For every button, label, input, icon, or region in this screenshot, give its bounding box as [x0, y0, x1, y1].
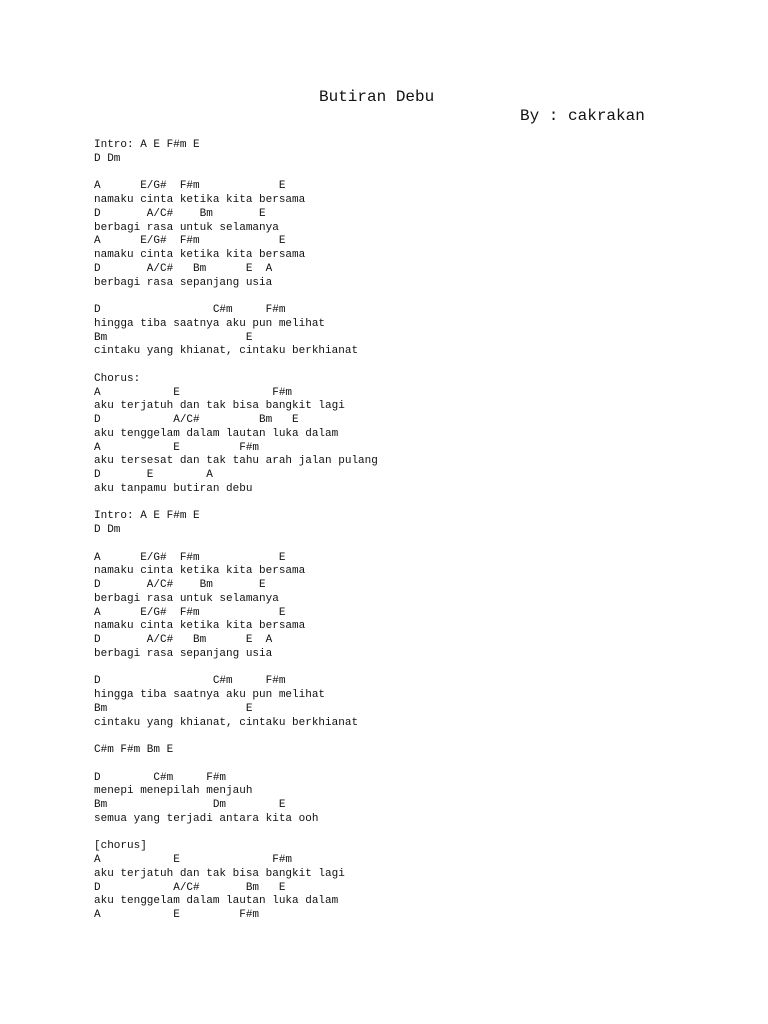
sheet-line: D E A: [94, 469, 213, 481]
sheet-line: aku tersesat dan tak tahu arah jalan pulang: [94, 455, 378, 468]
sheet-line: A E/G# F#m E: [94, 235, 286, 248]
sheet-line: [94, 497, 378, 511]
sheet-line: menepi menepilah menjauh: [94, 785, 253, 798]
sheet-line: hingga tiba saatnya aku pun melihat: [94, 689, 326, 701]
sheet-line: Bm E: [94, 702, 253, 715]
sheet-line: aku terjatuh dan tak bisa bangkit lagi: [94, 867, 345, 880]
sheet-line: berbagi rasa untuk selamanya: [94, 592, 279, 605]
sheet-line: [94, 359, 378, 373]
sheet-line: D C#m F#m: [94, 675, 286, 688]
sheet-line: namaku cinta ketika kita bersama: [94, 620, 306, 633]
sheet-line: aku tenggelam dalam lautan luka dalam: [94, 895, 339, 908]
sheet-line: D A/C# Bm E: [94, 579, 266, 591]
sheet-line: cintaku yang khianat, cintaku berkhianat: [94, 716, 359, 729]
sheet-line: namaku cinta ketika kita bersama: [94, 565, 306, 578]
sheet-line: Bm E: [94, 331, 253, 344]
sheet-line: Intro: A E F#m E: [94, 510, 200, 523]
sheet-line: A E/G# F#m E: [94, 180, 286, 193]
sheet-line: [94, 290, 378, 304]
sheet-line: [94, 167, 378, 181]
sheet-line: namaku cinta ketika kita bersama: [94, 249, 306, 261]
song-author: By : cakrakan: [520, 107, 645, 125]
sheet-line: [chorus]: [94, 840, 147, 853]
sheet-line: D C#m F#m: [94, 771, 227, 784]
sheet-line: [94, 538, 378, 552]
sheet-line: cintaku yang khianat, cintaku berkhianat: [94, 345, 359, 358]
sheet-line: D A/C# Bm E: [94, 414, 299, 426]
sheet-line: A E F#m: [94, 386, 293, 399]
sheet-line: D A/C# Bm E A: [94, 262, 273, 275]
sheet-line: A E/G# F#m E: [94, 551, 286, 564]
sheet-line: [94, 758, 378, 772]
sheet-line: aku terjatuh dan tak bisa bangkit lagi: [94, 400, 345, 413]
sheet-line: namaku cinta ketika kita bersama: [94, 194, 306, 206]
sheet-line: A E F#m: [94, 909, 260, 921]
sheet-line: aku tenggelam dalam lautan luka dalam: [94, 427, 339, 440]
sheet-line: D C#m F#m: [94, 304, 286, 316]
sheet-line: berbagi rasa sepanjang usia: [94, 647, 273, 660]
sheet-line: berbagi rasa untuk selamanya: [94, 221, 279, 234]
sheet-line: Intro: A E F#m E: [94, 139, 200, 151]
chord-sheet: [94, 139, 378, 923]
sheet-line: Bm Dm E: [94, 799, 286, 811]
sheet-line: [94, 827, 378, 841]
sheet-line: C#m F#m Bm E: [94, 744, 174, 756]
sheet-line: Chorus:: [94, 372, 141, 385]
sheet-line: aku tanpamu butiran debu: [94, 482, 253, 495]
sheet-line: D A/C# Bm E: [94, 207, 266, 220]
sheet-line: A E/G# F#m E: [94, 606, 286, 619]
sheet-line: A E F#m: [94, 854, 293, 866]
sheet-line: [94, 662, 378, 676]
sheet-line: A E F#m: [94, 441, 260, 454]
sheet-line: [94, 730, 378, 744]
sheet-line: D A/C# Bm E: [94, 881, 286, 894]
sheet-line: berbagi rasa sepanjang usia: [94, 276, 273, 289]
song-title: Butiran Debu: [319, 88, 435, 106]
sheet-line: D Dm: [94, 524, 121, 536]
sheet-line: semua yang terjadi antara kita ooh: [94, 812, 319, 825]
sheet-line: hingga tiba saatnya aku pun melihat: [94, 317, 326, 330]
sheet-line: D Dm: [94, 152, 121, 165]
sheet-line: D A/C# Bm E A: [94, 634, 273, 646]
